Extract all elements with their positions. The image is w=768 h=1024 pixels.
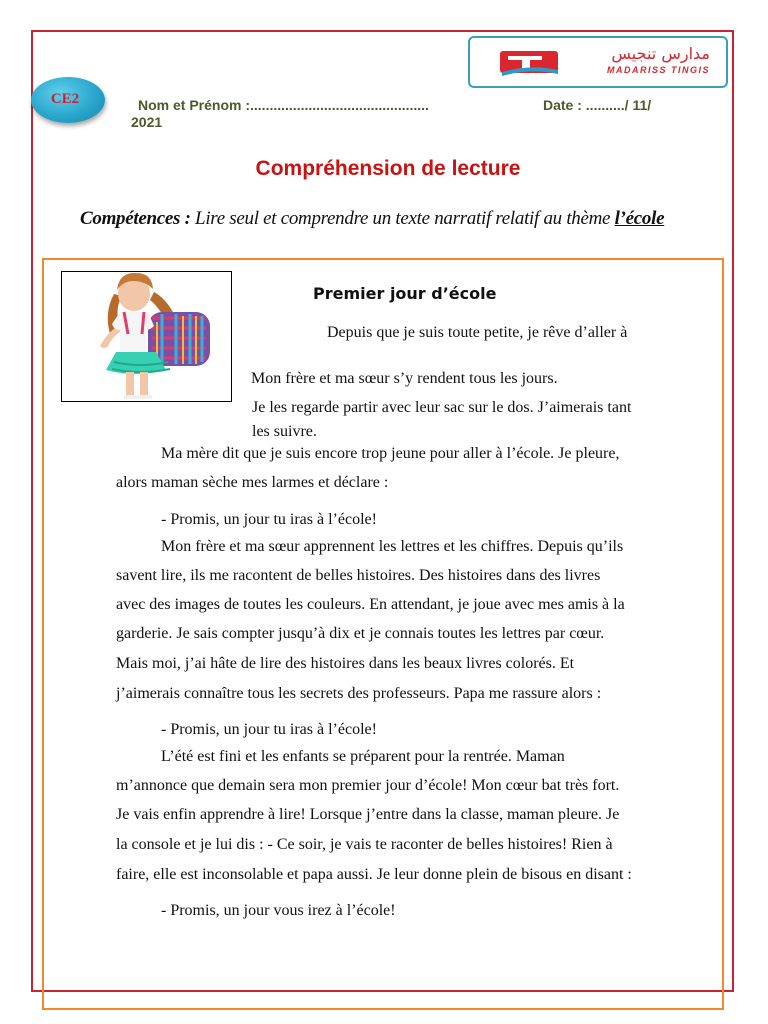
date-field: Date : ........../ 11/ [543,97,652,113]
story-line: avec des images de toutes les couleurs. En attendant, je joue avec mes amis à la [116,596,625,613]
story-line: les suivre. [252,423,317,440]
story-line: garderie. Je sais compter jusqu’à dix et je connais toutes les lettres par cœur. [116,625,605,642]
story-line: alors maman sèche mes larmes et déclare : [116,474,389,491]
competences-theme: l’école [614,208,665,229]
story-line: Mon frère et ma sœur s’y rendent tous les jours. [251,370,558,387]
level-badge [31,77,105,123]
story-dialogue-line: - Promis, un jour vous irez à l’école! [161,902,396,919]
story-line: Mon frère et ma sœur apprennent les lettres et les chiffres. Depuis qu’ils [161,538,624,555]
year-field: 2021 [131,114,163,130]
school-logo [468,36,728,88]
logo-latin-text: MADARISS TINGIS [606,65,710,75]
story-dialogue-line: - Promis, un jour tu iras à l’école! [161,721,377,738]
story-line: Depuis que je suis toute petite, je rêve d’aller à [327,324,628,341]
competences-line [80,208,664,230]
school-logo-mark [500,48,560,78]
story-line: Je vais enfin apprendre à lire! Lorsque j’entre dans la classe, maman pleure. Je [116,806,620,823]
story-title: Premier jour d’école [313,284,497,303]
story-line: Mais moi, j’ai hâte de lire des histoires dans les beaux livres colorés. Et [116,655,575,672]
story-line: j’aimerais connaître tous les secrets des professeurs. Papa me rassure alors : [116,685,602,702]
name-field: Nom et Prénom :.............................................. [138,97,429,113]
story-line: m’annonce que demain sera mon premier jour d’école! Mon cœur bat très fort. [116,777,620,794]
page-title: Compréhension de lecture [255,157,521,180]
story-line: L’été est fini et les enfants se préparent pour la rentrée. Maman [161,748,565,765]
competences-label: Compétences : [80,208,191,229]
level-badge-label: CE2 [50,91,80,107]
story-illustration [61,271,232,402]
competences-text: Lire seul et comprendre un texte narratif relatif au thème [190,208,615,229]
girl-with-backpack-icon [62,272,231,401]
story-line: faire, elle est inconsolable et papa aussi. Je leur donne plein de bisous en disant : [116,866,632,883]
story-line: savent lire, ils me racontent de belles histoires. Des histoires dans des livres [116,567,601,584]
logo-arabic-text: مدارس تنجيس [611,44,710,63]
story-line: Je les regarde partir avec leur sac sur le dos. J’aimerais tant [252,399,632,416]
story-line: la console et je lui dis : - Ce soir, je vais te raconter de belles histoires! Rien à [116,836,613,853]
story-dialogue-line: - Promis, un jour tu iras à l’école! [161,511,377,528]
story-line: Ma mère dit que je suis encore trop jeune pour aller à l’école. Je pleure, [161,445,620,462]
